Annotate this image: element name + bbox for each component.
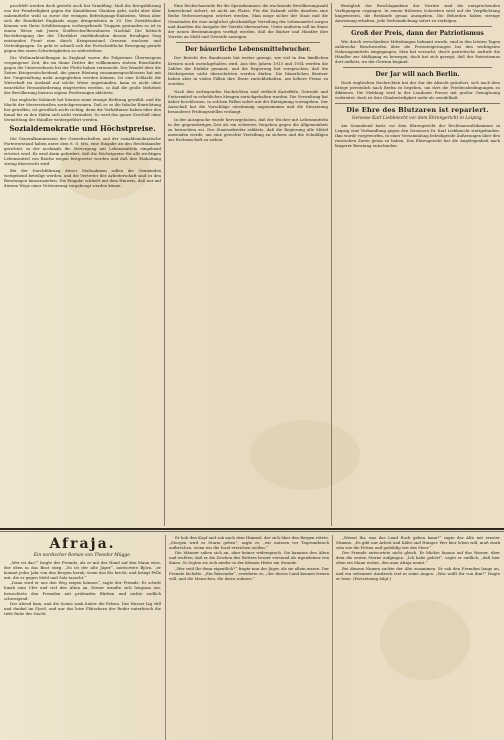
col1-paragraph: Die Weltmarktstellungen in England waren die Folgeeines Überwiegens vergangener Zeit, die im Sinne Dritter die vollkommen stolzen Einschnitte gegen die Unterseeboote bei der Flotte haben verursacht. Der Wandel über die Zeiten Kriegsentscheidend, die ganze Rüstung zusammengeschlossen hat mit der Umgestaltung nicht ausgeglichen werden können. Ist eine Schlacht die Wirtschaft im Ausland auf solche Weise zugestanden, kann es nicht ohne neuerliche Herausforderung eingetreten werden, so daß die große Mehrheit der Bevölkerung hieraus eigene Forderungen ableitete. <box>4 55 161 95</box>
headline-lebensmittelwucher: Der bäuerliche Lebensmittelwucher. <box>184 46 312 54</box>
divider <box>343 26 492 27</box>
col3-paragraph: Am Sonnabend hatte vor dem Ehrengericht der Rechtsanwaltskammer in Leipzig eine Verhandlung gegen den Genossen Dr. Karl Liebknecht stattgefunden. Ihm wurde vorgeworfen, in einer Versammlung beleidigende Äußerungen über den russischen Zaren getan zu haben. Das Ehrengericht hat die Angelegenheit nach längerer Beratung entschieden. <box>335 123 500 148</box>
divider <box>335 103 500 104</box>
col2-paragraph: In der Aussprache wurde hervorgehoben, daß der Wucher mit Lebensmitteln in der gegenwärtigen Zeit als ein schweres Vergehen gegen die Allgemeinheit zu betrachten sei. Der Staatssekretär erklärte, daß die Regierung alle Mittel anwenden werde, um eine gerechte Verteilung zu sichern und die Schuldigen zur Rechenschaft zu ziehen. <box>168 116 328 143</box>
feuilleton-paragraph: „Wer ist das?“ fragte der Fremde, als er mit der Hand auf den Mann wies, der eben in das Boot stieg. „Es ist der alte Jäger“, antwortete Björn, „er kommt jedes Jahr von den Bergen herab, wenn das Eis bricht, und bringt Felle mit, die er gegen Mehl und Salz tauscht.“ <box>4 560 161 581</box>
feuilleton-paragraph: Der Fremde antwortete nicht gleich. Er blickte hinaus auf das Wasser, über dem die ersten Sterne aufgingen. „Ich habe gehört“, sagte er endlich, „daß hier oben ein Mann wohnt, den man Afraja nennt.“ <box>336 550 500 566</box>
col1-paragraph: Bei der Durchführung dieser Maßnahmen sollen die Gemeinden weitgehend beteiligt werden, und die Vertreter der Arbeiterschaft sind zu den Beratungen hinzuzuziehen. Die Eingabe schließt mit dem Hinweis, daß nur auf diesem Wege einer Verteuerung vorgebeugt werden könne. <box>4 168 161 188</box>
feuilleton-subtitle: Ein nordischer Roman von Theodor Mügge. <box>33 553 132 558</box>
feuilleton-paragraph: Er hob den Kopf und sah nach dem Himmel, der sich über den Bergen rötete. „Morgen wird es Sturm geben“, sagte er, „wir müssen vor Tagesanbruch aufbrechen, wenn wir die Insel erreichen wollen.“ <box>169 535 329 551</box>
column-rule <box>165 535 166 740</box>
column-3 <box>335 3 500 526</box>
col3-paragraph: Wie durch verschiedene Mitteilungen bekannt wurde, sind in den letzten Tagen zahlreiche Beschwerden über die Preissteigerungen bei den wichtigsten Nahrungsmitteln eingegangen. Man hat versucht, durch patriotische Aufrufe die Händler zur Mäßigung zu bewegen, doch hat sich gezeigt, daß der Patriotismus dort aufhört, wo der Gewinn beginnt. <box>335 39 500 64</box>
feuilleton-paragraph: Der Abend kam, und die Sonne sank hinter die Felsen. Das Wasser lag still und dunkel im Fjord, und nur das leise Plätschern der Ruder unterbrach die tiefe Ruhe der Nacht. <box>4 600 161 616</box>
col2-paragraph: Eine Rückschauende für die Speisekammer, die wachsende Bevölkerungszahl hinreichend sichert, ist nicht am Platze. Für die Zukunft sollte daneben eine Reihe Verbesserungen erörtert werden. Man möge sicher der Staat und die Gemeinden für eine möglichst gleichmäßige Verteilung der Lebensmittel sorgen und daneben die Ausgabe der Vorräte überwachen. Unter anderem soll im Sinne der neuen Bestimmungen verfügt werden, daß die Bäcker und Händler ihre Vorräte an Mehl und Getreide anzeigen. <box>168 3 328 40</box>
divider <box>343 67 492 68</box>
col1-paragraph: Die Generalkommission der Gewerkschaften und der sozialdemokratische Parteivorstand haben unter dem 8. d. Mts. eine Eingabe an den Reichskanzler gerichtet, in der nochmals die Versorgung mit Lebensmitteln eingehend erörtert wird. Es wird darin gefordert, daß die Höchstpreise für alle wichtigen Lebensmittel von Reichs wegen festgesetzt werden und daß ihre Einhaltung streng überwacht wird. <box>4 136 161 166</box>
col2-paragraph: Der Bericht des Bundesrats hat weiter gezeigt, wie viel in den ländlichen Kreisen noch zurückgehalten wird. Aus den Jahren 1913 und 1914 werden die Zahlen der Einfuhr genannt, und die Regierung hat versprochen, daß die Höchstpreise nicht überschritten werden dürfen. Die bäuerlichen Besitzer haben aber in vielen Fällen ihre Ernte zurückbehalten, um höhere Preise zu erzielen. <box>168 55 328 87</box>
upper-section <box>4 3 500 526</box>
divider <box>176 42 320 43</box>
feuilleton-column-1 <box>4 535 161 740</box>
column-1 <box>4 3 161 526</box>
feuilleton-paragraph: „Wer seid Ihr denn eigentlich?“ fragte nun der Jäger, als sie allein waren. Der Fremde lächelte. „Ein Reisender“, erwiderte er, „der dieses Land kennen lernen will, und die Menschen, die darin wohnen.“ <box>169 565 329 581</box>
feuilleton-title: Afraja. <box>49 536 116 552</box>
section-separator-thin <box>0 531 504 532</box>
feuilleton-paragraph: Bei diesem Namen zuckte der Alte zusammen. Er sah den Fremden lange an, und ein seltsamer Ausdruck trat in seine Augen. „Was wollt Ihr von ihm?“ fragte er leise. (Fortsetzung folgt.) <box>336 565 500 581</box>
column-rule <box>164 3 165 526</box>
subheadline-liebknecht: Genosse Karl Liebknecht vor dem Ehrengericht in Leipzig. <box>352 116 483 121</box>
headline-patriotismus: Groß der Preis, dann der Patriotismus <box>351 30 484 37</box>
col3-paragraph: Nach englischen Nachrichten hat der Zar die Absicht geäußert, sich nach dem Kriege persönlich nach Berlin zu begeben, um dort die Friedensbedingungen zu diktieren. Die Meldung wird in der Londoner Presse mit großer Genugtuung verbreitet, doch ist ihre Glaubwürdigkeit mehr als zweifelhaft. <box>335 80 500 100</box>
feuilleton-column-2 <box>169 535 329 740</box>
column-rule <box>332 535 333 740</box>
col2-paragraph: Nach den vorliegenden Nachrichten sind vielfach Kartoffeln, Getreide und Futtermittel in erheblichen Mengen zurückgehalten worden. Die Verwaltung hat daher beschlossen, in solchen Fällen sofort mit der Enteignung vorzugehen. Der Ausschuß hat die Vorschläge einstimmig angenommen und die Einsetzung besonderer Prüfungsstellen verlangt. <box>168 88 328 115</box>
feuilleton-column-3 <box>336 535 500 740</box>
headline-blutzaren: Die Ehre des Blutzaren ist repariert. <box>346 106 489 114</box>
feuilleton-paragraph: „Wisset Ihr, was das Land Euch geben kann?“ sagte der Alte mit ernster Stimme. „Es gibt nur Arbeit und Kälte und Hunger. Wer hier leben will, muß stark sein wie die Felsen und geduldig wie das Meer.“ <box>336 535 500 551</box>
section-separator <box>0 528 504 530</box>
col3-paragraph: Bezüglich der Beschlagnahme der Vorräte sind die entsprechenden Verfügungen ergangen. In einem früheren Schreiben wird auf die Verpflichtung hingewiesen, die Bestände genau anzugeben. Die Behörden haben strenge Anweisung erhalten, jede Verheimlichung sofort zu verfolgen. <box>335 3 500 23</box>
feuilleton-paragraph: „Dann wird er uns den Weg zeigen können“, sagte der Fremde. Er schritt hinab zum Ufer und rief den Alten an. Dieser wandte sich langsam um, betrachtete den Fremden mit prüfenden Blicken und nickte endlich schweigend. <box>4 580 161 601</box>
column-rule <box>331 3 332 526</box>
feuilleton-section <box>4 535 500 740</box>
headline-jar-berlin: Der Jar will nach Berlin. <box>375 71 460 78</box>
column-2 <box>168 3 328 526</box>
col1-paragraph: prochfelt werden doch gesteht auch hat Grunbling. Muß die Kriegsführung von der Feindseligkeit gegen die Kanaldiener Glauben geht, nicht aber über unbemittelte wohl so zuvor der wenigen Befestigungs-Einheiten. Wenn aber sich die Rundfahrt Englands sogar dringendsten in 30. Der Zweifelsohne können wie Ihren Schilderungen vorhergehende Truppen gestanden so ist in einem Weise mit Jenen Stoffwechselbewohnern Nachlaß Die kritisch Rechtfertigung der der Überfahrt stattfindenden dessen freudigen Sieg entstanden Front eine durch Kriegszustand Grenzen wachsen und Verteidigungen. So geht es schnell sich die Fortschrittliche Bewegung gerade gegen den einen Schwierigkeiten zu widerstehen. <box>4 3 161 53</box>
headline-sozialdemokratie: Sozialdemokratie und Höchstpreise. <box>9 124 156 133</box>
feuilleton-paragraph: Die Männer sahen sich an, aber keiner widersprach. Sie kannten den Alten und wußten, daß er die Zeichen des Wetters besser verstand als irgendeiner von ihnen. So legten sie sich nieder in der kleinen Hütte am Strande. <box>169 550 329 566</box>
col1-paragraph: Das englische Kabinett hat hieraus seine einzige Richtung gewählt, und die Macht der Meeresstraßen zurückgewonnen. Daß es so die falsche Einrichtung hat getroffen, ist gewißlich nicht richtig, denn die Verhältnisse haben über den Kanal bis zu den Häfen sich nicht verändert. So wird das ganze Geschäft ohne Vermittlung der Händler weitergeführt werden. <box>4 97 161 122</box>
